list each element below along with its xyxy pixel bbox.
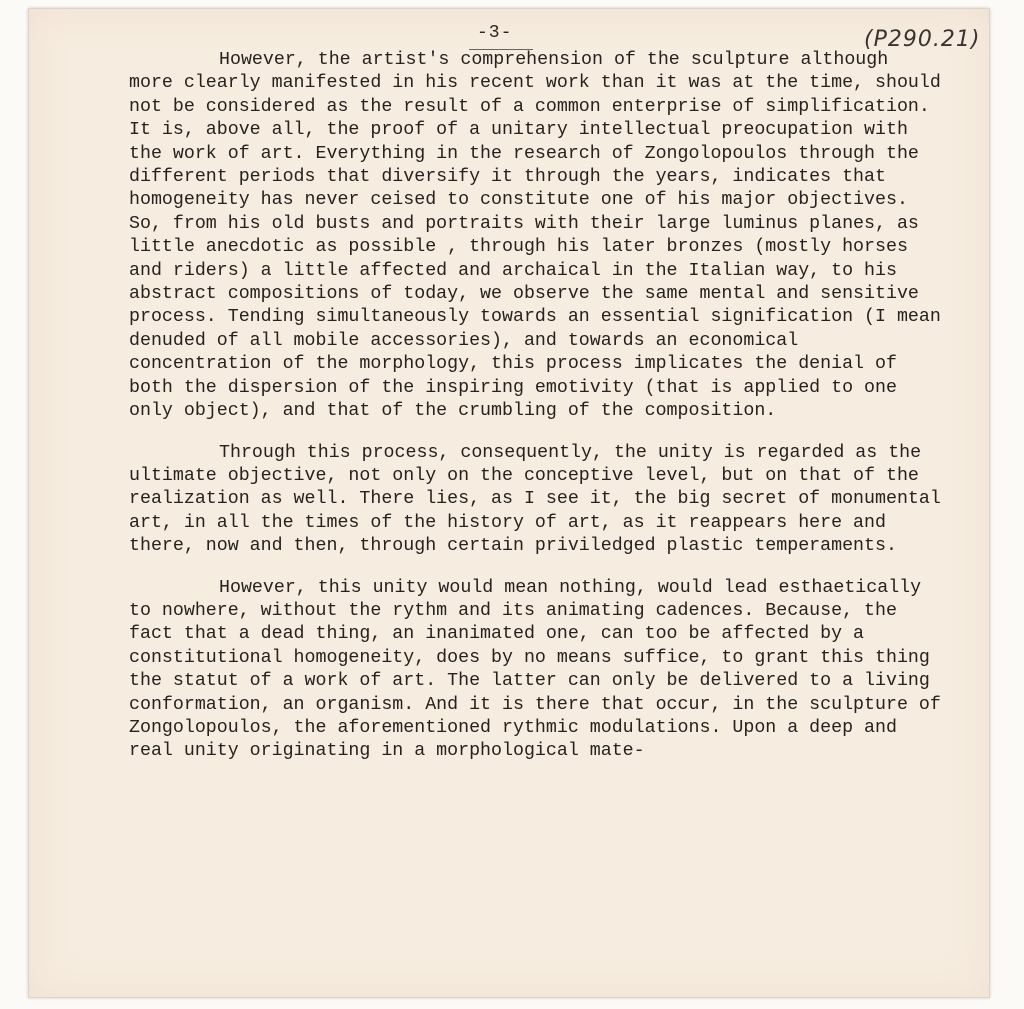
paragraph-2: Through this process, consequently, the unity is regarded as the ultimate objective, not only on the conceptive level, but on that of the realization as well. There lies, as I see it, the big secret of monumental art, in all the times of the history of art, as it reappears here and there, now and then, through certain priviledged plastic temperaments.	[129, 442, 941, 557]
archive-reference: (P290.21)	[864, 27, 981, 52]
paragraph-3: However, this unity would mean nothing, would lead esthaetically to nowhere, without the rythm and its animating cadences. Because, the fact that a dead thing, an inanimated one, can too be affected by a constitutional homogeneity, does by no means suffice, to grant this thing the statut of a work of art. The latter can only be delivered to a living conformation, an organism. And it is there that occur, in the sculpture of Zongolopoulos, the aforementioned rythmic modulations. Upon a deep and real unity originating in a morphological mate-	[129, 577, 941, 762]
document-page	[28, 8, 990, 998]
page-number: -3-	[477, 23, 513, 43]
document-body	[129, 49, 941, 782]
paragraph-1: However, the artist's comprehension of the sculpture although more clearly manifested in his recent work than it was at the time, should not be considered as the result of a common enterprise of simplification. It is, above all, the proof of a unitary intellectual preocupation with the work of art. Everything in the research of Zongolopoulos through the different periods that diversify it through the years, indicates that homogeneity has never ceised to constitute one of his major objectives. So, from his old busts and portraits with their large luminus planes, as little anecdotic as possible , through his later bronzes (mostly horses and riders) a little affected and archaical in the Italian way, to his abstract compositions of today, we observe the same mental and sensitive process. Tending simultaneously towards an essential signification (I mean denuded of all mobile accessories), and towards an economical concentration of the morphology, this process implicates the denial of both the dispersion of the inspiring emotivity (that is applied to one only object), and that of the crumbling of the composition.	[129, 50, 941, 422]
